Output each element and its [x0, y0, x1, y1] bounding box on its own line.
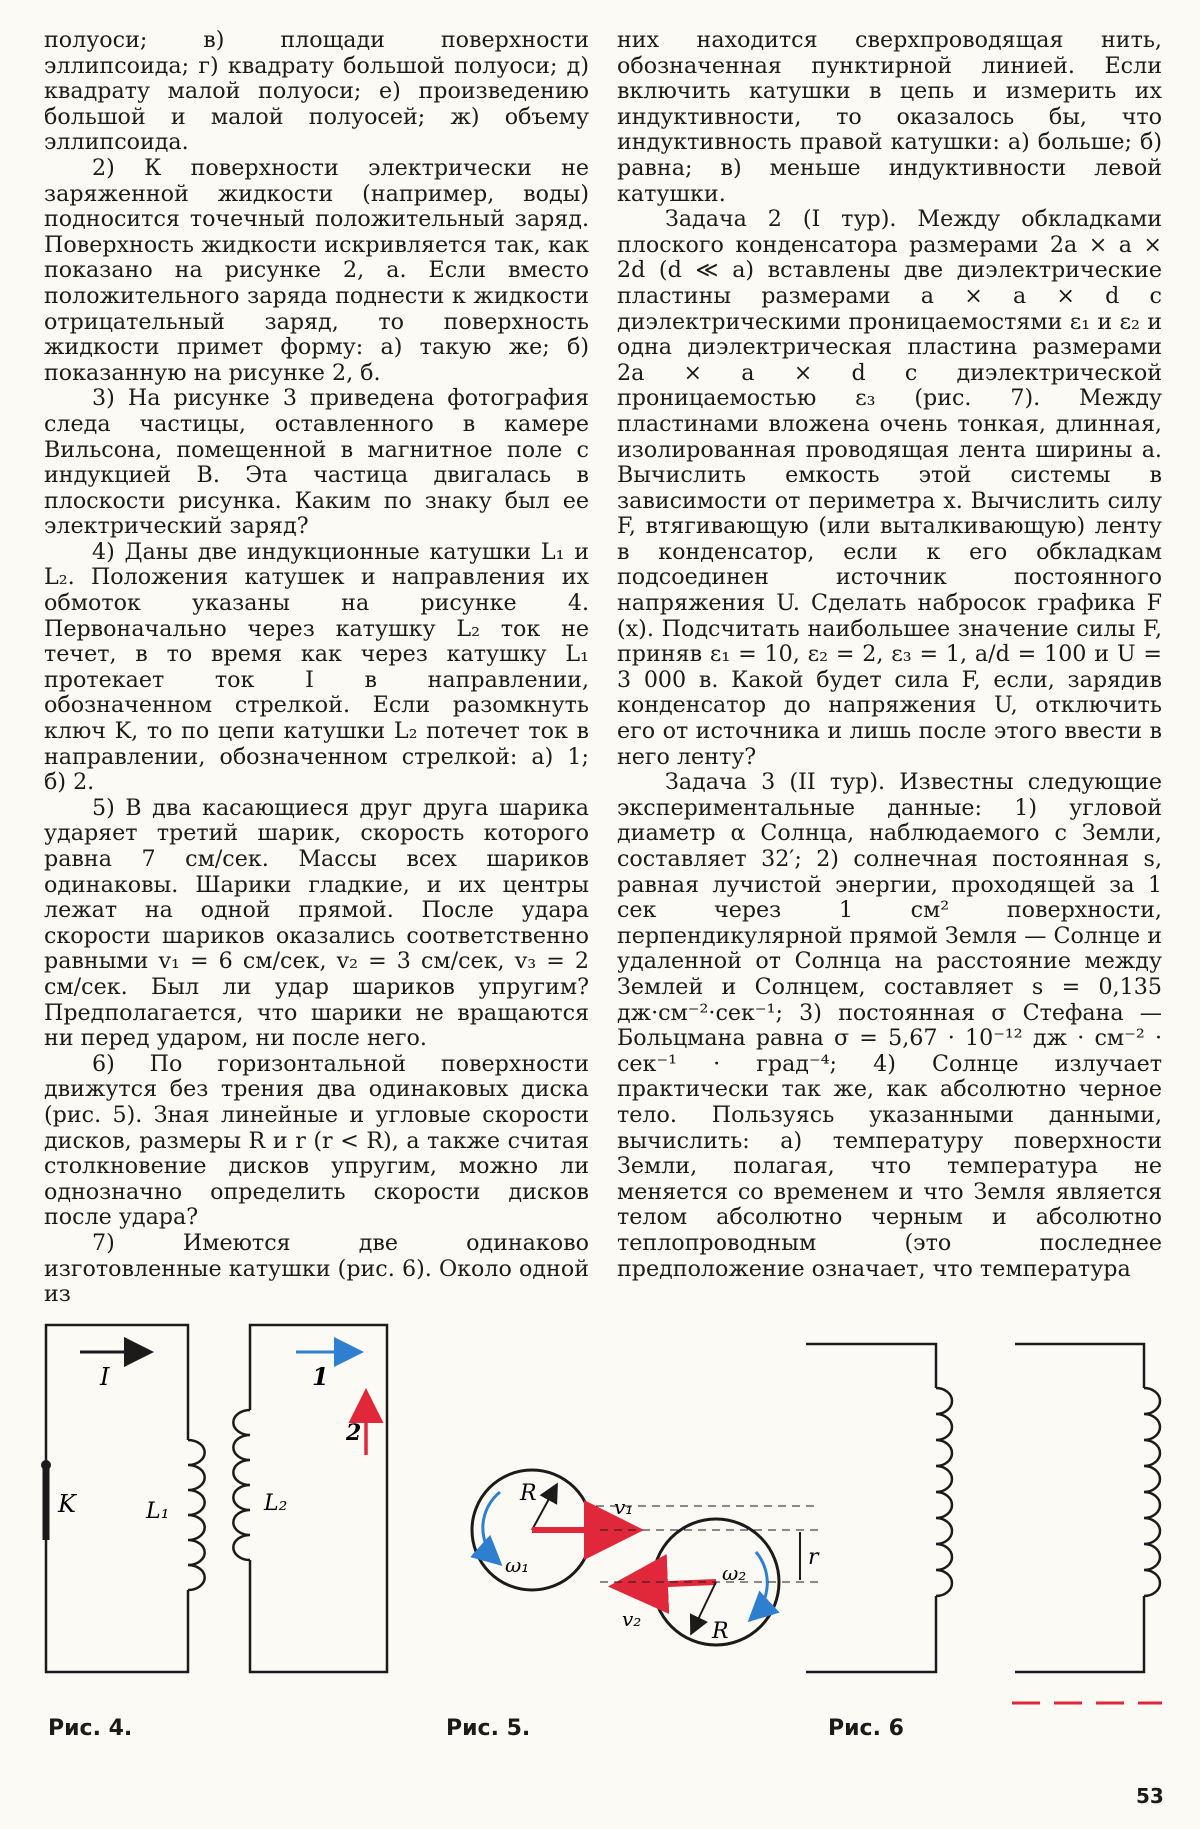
question-5: 5) В два касающиеся друг друга шарика ударяет третий шарик, скорость которого равна 7 см/сек. Массы всех шариков одинаковы. Шарики гладкие, и их центры лежат на одной прямой. После удара скорости шариков оказались соответственно равными v₁ = 6 см/сек, v₂ = 3 см/сек, v₃ = 2 см/сек. Был ли удар шариков упругим? Предполагается, что шарики не вращаются ни перед ударом, ни после него.: [44, 794, 589, 1052]
caption-fig-4: Рис. 4.: [48, 1716, 133, 1741]
right-text-column: [617, 28, 1162, 1282]
figure-4: [41, 1325, 387, 1672]
label-w1: ω₁: [505, 1553, 530, 1577]
caption-fig-5: Рис. 5.: [446, 1716, 531, 1741]
coil-L1: [188, 1440, 205, 1590]
coil-left: [936, 1388, 952, 1596]
question-4: 4) Даны две индукционные катушки L₁ и L₂. Положения катушек и направления их обмоток указаны на рисунке 4. Первоначально через катушку L₂ ток не течет, в то время как через катушку L₁ протекает ток I в направлении, обозначенном стрелкой. Если разомкнуть ключ K, то по цепи катушки L₂ потечет ток в направлении, обозначенном стрелкой: а) 1; б) 2.: [44, 538, 589, 796]
coil-right: [1144, 1388, 1160, 1596]
question-7: 7) Имеются две одинаково изготовленные катушки (рис. 6). Около одной из: [44, 1229, 589, 1308]
figure-5: [472, 1470, 820, 1645]
figure-6: [806, 1344, 1162, 1703]
label-v2: v₂: [622, 1607, 642, 1631]
paragraph: них находится сверхпроводящая нить, обозначенная пунктирной линией. Если включить катушки в цепь и измерить их индуктивности, то оказалось бы, что индуктивность правой катушки: а) больше; б) равна; в) меньше индуктивности левой катушки.: [617, 27, 1162, 207]
label-1: 1: [312, 1362, 329, 1391]
problem-2: Задача 2 (I тур). Между обкладками плоского конденсатора размерами 2a × a × 2d (d ≪ a) вставлены две диэлектрические пластины размерами a × a × d с диэлектрическими проницаемостями ε₁ и ε₂ и одна диэлектрическая пластина размерами 2a × a × d с диэлектрической проницаемостью ε₃ (рис. 7). Между пластинами вложена очень тонкая, длинная, изолированная проводящая лента ширины a. Вычислить емкость этой системы в зависимости от периметра x. Вычислить силу F, втягивающую (или выталкивающую) ленту в конденсатор, если к его обкладкам подсоединен источник постоянного напряжения U. Сделать набросок графика F (x). Подсчитать наибольшее значение силы F, приняв ε₁ = 10, ε₂ = 2, ε₃ = 1, a/d = 100 и U = 3 000 в. Какой будет сила F, если, зарядив конденсатор до напряжения U, отключить его от источника и лишь после этого ввести в него ленту?: [617, 206, 1162, 770]
rotation-w1-arrow: [483, 1492, 500, 1562]
velocity-v2-arrow: [620, 1582, 716, 1586]
label-R-top: R: [520, 1481, 537, 1506]
question-3: 3) На рисунке 3 приведена фотография следа частицы, оставленного в камере Вильсона, помещенной в магнитное поле с индукцией B. Эта частица двигалась в плоскости рисунка. Каким по знаку был ее электрический заряд?: [44, 385, 589, 540]
label-R-bottom: R: [712, 1619, 729, 1644]
label-w2: ω₂: [722, 1561, 747, 1585]
label-r: r: [808, 1545, 819, 1570]
page-number: 53: [1136, 1784, 1164, 1808]
label-L2: L₂: [264, 1491, 288, 1516]
paragraph: полуоси; в) площади поверхности эллипсоида; г) квадрату большой полуоси; д) квадрату малой полуоси; е) произведению большой и малой полуосей; ж) объему эллипсоида.: [44, 27, 589, 156]
coil-L2: [233, 1410, 250, 1560]
question-2: 2) К поверхности электрически не заряженной жидкости (например, воды) подносится точечный положительный заряд. Поверхность жидкости искривляется так, как показано на рисунке 2, а. Если вместо положительного заряда поднести к жидкости отрицательный заряд, то поверхность жидкости примет форму: а) такую же; б) показанную на рисунке 2, б.: [44, 154, 589, 386]
coil-left-leads: [806, 1344, 936, 1388]
left-text-column: [44, 28, 589, 1308]
question-6: 6) По горизонтальной поверхности движутся без трения два одинаковых диска (рис. 5). Зная линейные и угловые скорости дисков, размеры R и r (r < R), а также считая столкновение дисков упругим, можно ли однозначно определить скорости дисков после удара?: [44, 1050, 589, 1231]
label-L1: L₁: [146, 1499, 170, 1524]
label-v1: v₁: [614, 1495, 634, 1519]
problem-3: Задача 3 (II тур). Известны следующие экспериментальные данные: 1) угловой диаметр α Солнца, наблюдаемого с Земли, составляет 32′; 2) солнечная постоянная s, равная лучистой энергии, проходящей за 1 сек через 1 см² поверхности, перпендикулярной прямой Земля — Солнце и удаленной от Солнца на расстояние между Землей и Солнцем, составляет s = 0,135 дж·см⁻²·сек⁻¹; 3) постоянная σ Стефана — Больцмана равна σ = 5,67 · 10⁻¹² дж · см⁻² · сек⁻¹ · град⁻⁴; 4) Солнце излучает практически так же, как абсолютно черное тело. Пользуясь указанными данными, вычислить: а) температуру поверхности Земли, полагая, что температура не меняется со временем и что Земля является телом абсолютно черным и абсолютно теплопроводным (это последнее предположение означает, что температура: [617, 769, 1162, 1282]
coil-right-leads: [1015, 1344, 1144, 1388]
caption-fig-6: Рис. 6: [828, 1716, 904, 1741]
label-I: I: [100, 1363, 110, 1391]
label-2: 2: [346, 1420, 362, 1446]
rotation-w2-arrow: [752, 1552, 767, 1618]
label-K: K: [58, 1490, 76, 1518]
figures-area: [0, 1300, 1200, 1720]
